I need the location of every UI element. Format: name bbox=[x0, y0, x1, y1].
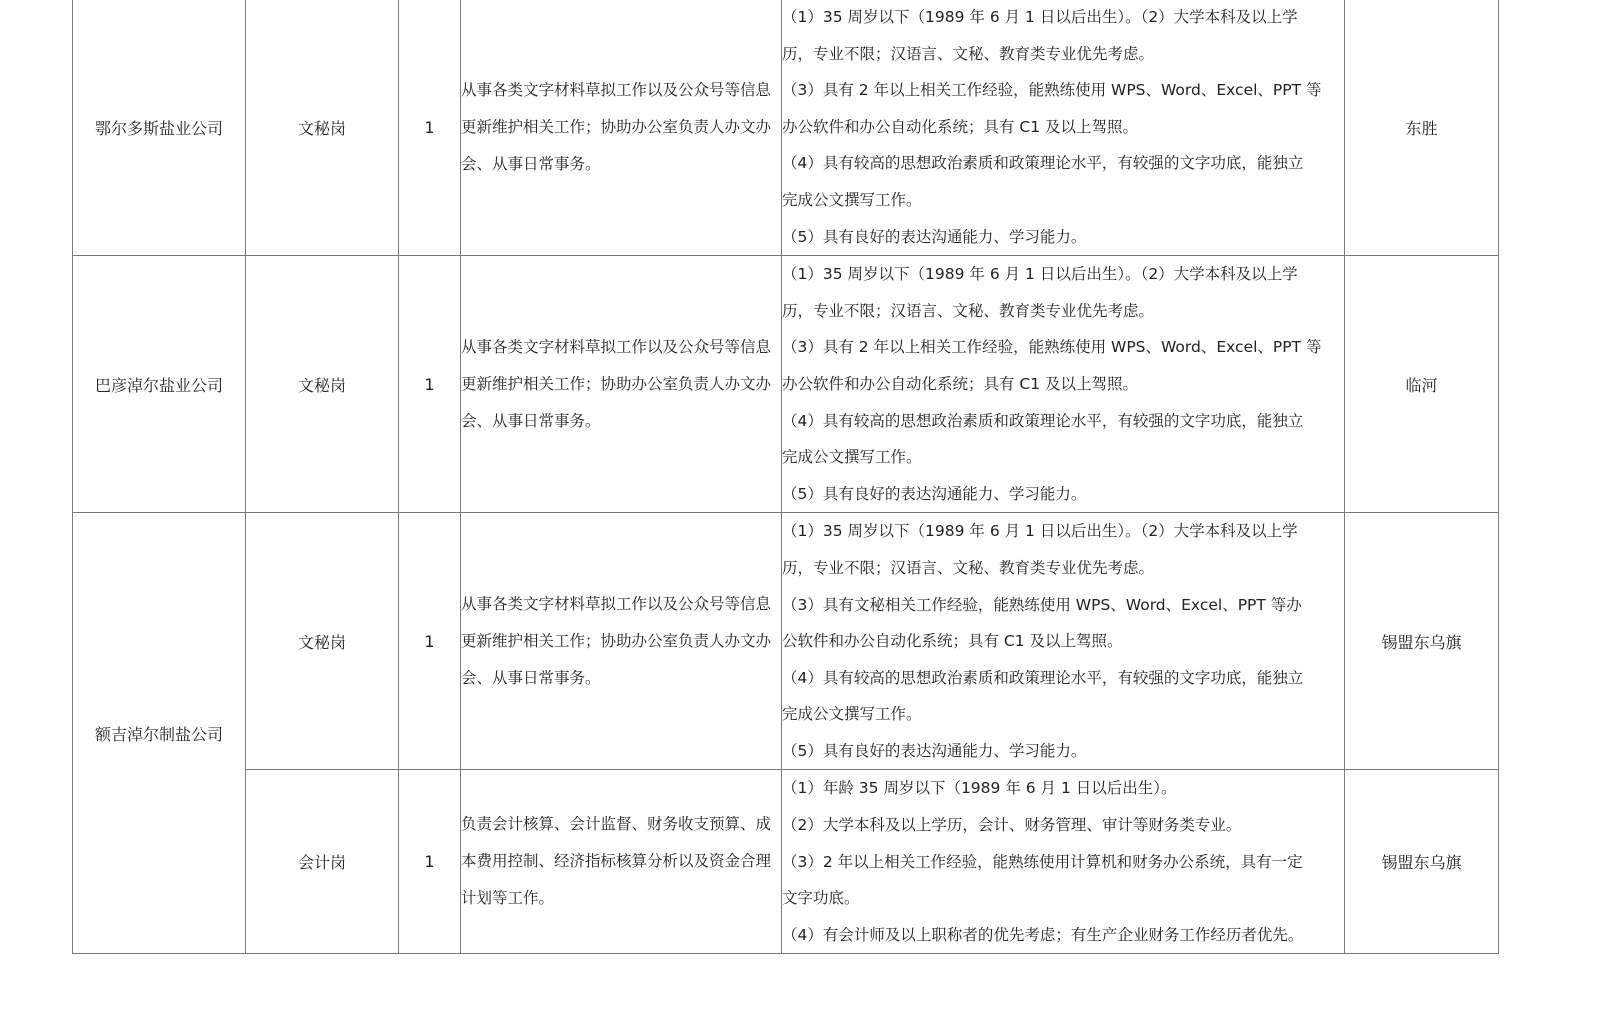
requirement-line: （1）35 周岁以下（1989 年 6 月 1 日以后出生）。（2）大学本科及以上学 bbox=[782, 265, 1298, 284]
requirements-cell bbox=[782, 770, 1345, 954]
requirement-line: （4）具有较高的思想政治素质和政策理论水平，有较强的文字功底，能独立 bbox=[782, 668, 1304, 687]
post-cell: 文秘岗 bbox=[246, 513, 399, 770]
requirement-line: （3）2 年以上相关工作经验，能熟练使用计算机和财务办公系统，具有一定 bbox=[782, 852, 1303, 871]
requirement-line: （1）年龄 35 周岁以下（1989 年 6 月 1 日以后出生）。 bbox=[782, 779, 1177, 798]
requirement-line: （5）具有良好的表达沟通能力、学习能力。 bbox=[782, 227, 1087, 246]
requirement-line: （1）35 周岁以下（1989 年 6 月 1 日以后出生）。（2）大学本科及以上学 bbox=[782, 522, 1298, 541]
location-cell: 锡盟东乌旗 bbox=[1345, 513, 1499, 770]
requirement-line: （2）大学本科及以上学历，会计、财务管理、审计等财务类专业。 bbox=[782, 816, 1242, 835]
requirement-line: 历，专业不限；汉语言、文秘、教育类专业优先考虑。 bbox=[782, 558, 1155, 577]
requirements-cell bbox=[782, 513, 1345, 770]
requirement-line: 完成公文撰写工作。 bbox=[782, 705, 922, 724]
requirement-line: （3）具有文秘相关工作经验，能熟练使用 WPS、Word、Excel、PPT 等办 bbox=[782, 595, 1302, 614]
location-cell: 临河 bbox=[1345, 256, 1499, 513]
requirements-cell bbox=[782, 0, 1345, 256]
requirement-line: 完成公文撰写工作。 bbox=[782, 190, 922, 209]
requirement-line: 历，专业不限；汉语言、文秘、教育类专业优先考虑。 bbox=[782, 301, 1155, 320]
duty-cell: 负责会计核算、会计监督、财务收支预算、成本费用控制、经济指标核算分析以及资金合理计划等工作。 bbox=[461, 770, 782, 954]
table-row bbox=[73, 770, 1499, 954]
job-table bbox=[72, 0, 1499, 954]
post-cell: 文秘岗 bbox=[246, 0, 399, 256]
requirement-line: （4）有会计师及以上职称者的优先考虑；有生产企业财务工作经历者优先。 bbox=[782, 925, 1304, 944]
requirement-line: （3）具有 2 年以上相关工作经验，能熟练使用 WPS、Word、Excel、PPT 等 bbox=[782, 338, 1322, 357]
company-cell: 鄂尔多斯盐业公司 bbox=[73, 0, 246, 256]
location-cell: 东胜 bbox=[1345, 0, 1499, 256]
duty-cell: 从事各类文字材料草拟工作以及公众号等信息更新维护相关工作；协助办公室负责人办文办会、从事日常事务。 bbox=[461, 256, 782, 513]
headcount-cell: 1 bbox=[399, 770, 461, 954]
company-cell: 巴彦淖尔盐业公司 bbox=[73, 256, 246, 513]
headcount-cell: 1 bbox=[399, 513, 461, 770]
requirements-cell bbox=[782, 256, 1345, 513]
requirement-line: 办公软件和办公自动化系统；具有 C1 及以上驾照。 bbox=[782, 117, 1139, 136]
requirement-line: 历，专业不限；汉语言、文秘、教育类专业优先考虑。 bbox=[782, 44, 1155, 63]
requirement-line: 办公软件和办公自动化系统；具有 C1 及以上驾照。 bbox=[782, 374, 1139, 393]
requirement-line: 完成公文撰写工作。 bbox=[782, 448, 922, 467]
headcount-cell: 1 bbox=[399, 256, 461, 513]
table-row bbox=[73, 256, 1499, 513]
post-cell: 文秘岗 bbox=[246, 256, 399, 513]
company-cell: 额吉淖尔制盐公司 bbox=[73, 513, 246, 954]
requirement-line: （5）具有良好的表达沟通能力、学习能力。 bbox=[782, 484, 1087, 503]
headcount-cell: 1 bbox=[399, 0, 461, 256]
requirement-line: （4）具有较高的思想政治素质和政策理论水平，有较强的文字功底，能独立 bbox=[782, 154, 1304, 173]
requirement-line: （3）具有 2 年以上相关工作经验，能熟练使用 WPS、Word、Excel、PPT 等 bbox=[782, 81, 1322, 100]
requirement-line: 文字功底。 bbox=[782, 889, 860, 908]
duty-cell: 从事各类文字材料草拟工作以及公众号等信息更新维护相关工作；协助办公室负责人办文办会、从事日常事务。 bbox=[461, 513, 782, 770]
post-cell: 会计岗 bbox=[246, 770, 399, 954]
requirement-line: （4）具有较高的思想政治素质和政策理论水平，有较强的文字功底，能独立 bbox=[782, 411, 1304, 430]
table-row bbox=[73, 0, 1499, 256]
requirement-line: （5）具有良好的表达沟通能力、学习能力。 bbox=[782, 741, 1087, 760]
location-cell: 锡盟东乌旗 bbox=[1345, 770, 1499, 954]
duty-cell: 从事各类文字材料草拟工作以及公众号等信息更新维护相关工作；协助办公室负责人办文办会、从事日常事务。 bbox=[461, 0, 782, 256]
requirement-line: 公软件和办公自动化系统；具有 C1 及以上驾照。 bbox=[782, 632, 1123, 651]
table-row bbox=[73, 513, 1499, 770]
requirement-line: （1）35 周岁以下（1989 年 6 月 1 日以后出生）。（2）大学本科及以上学 bbox=[782, 8, 1298, 26]
